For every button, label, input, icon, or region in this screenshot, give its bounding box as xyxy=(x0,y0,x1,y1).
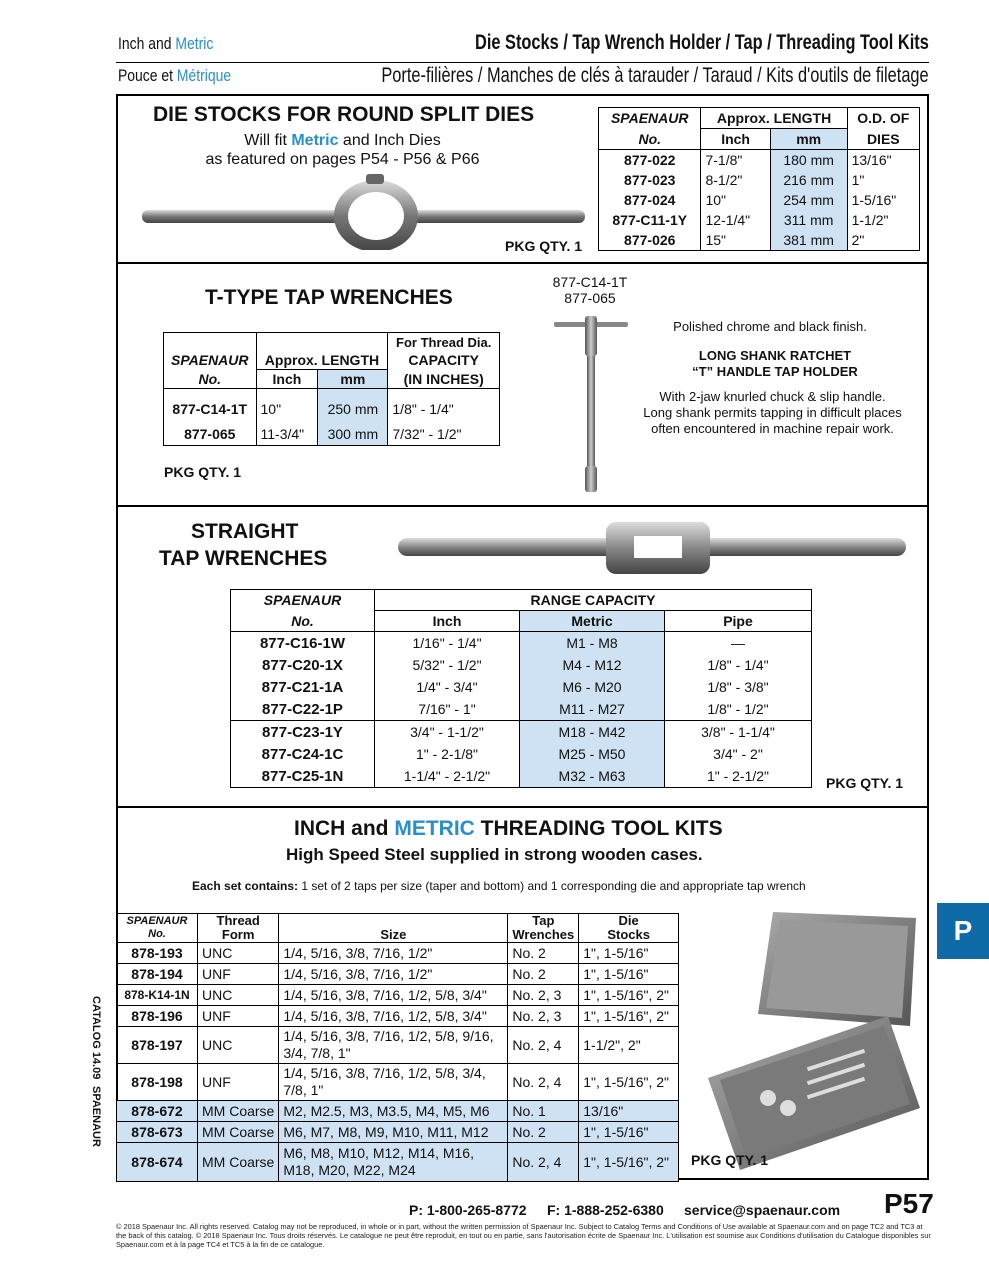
header-metric: Metric xyxy=(175,34,214,53)
cell-no: 877-C14-1T xyxy=(164,389,257,424)
table-row xyxy=(117,1101,679,1122)
straight-h-pipe: Pipe xyxy=(665,611,812,632)
table-row xyxy=(231,721,812,744)
cell-inch: 7/16" - 1" xyxy=(375,698,520,721)
cell-tap: No. 2 xyxy=(508,1122,579,1143)
kits-contents-label: Each set contains: xyxy=(192,879,299,893)
cell-tap: No. 2, 4 xyxy=(508,1064,579,1101)
header-title: Die Stocks / Tap Wrench Holder / Tap / Threading Tool Kits xyxy=(475,31,929,54)
table-row xyxy=(599,210,920,230)
cell-size-line-2: 3/4, 7/8, 1" xyxy=(283,1045,351,1061)
cell-inch: 10" xyxy=(701,190,770,210)
straight-wrench-illustration xyxy=(396,516,908,580)
header-metrique: Métrique xyxy=(176,66,232,85)
cell-tap: No. 2, 4 xyxy=(508,1143,579,1182)
cell-pipe: 3/4" - 2" xyxy=(665,743,812,765)
cell-pipe: 1/8" - 1/4" xyxy=(665,654,812,676)
cell-mm: 311 mm xyxy=(770,210,847,230)
kits-subtitle: High Speed Steel supplied in strong wooden cases. xyxy=(286,845,703,864)
cell-mm: 381 mm xyxy=(770,230,847,251)
cell-form: UNF xyxy=(198,964,279,985)
cell-form: MM Coarse xyxy=(198,1122,279,1143)
kits-h-die-2: Stocks xyxy=(607,927,650,942)
cell-inch: 15" xyxy=(701,230,770,251)
cell-mm: 250 mm xyxy=(318,389,388,424)
straight-pkg-qty: PKG QTY. 1 xyxy=(826,775,904,791)
die-stocks-sub-a: Will fit xyxy=(244,132,292,149)
cell-metric: M18 - M42 xyxy=(520,721,665,744)
cell-die: 1-1/2", 2" xyxy=(579,1027,679,1064)
table-row xyxy=(231,743,812,765)
cell-form: UNC xyxy=(198,1027,279,1064)
cell-size: 1/4, 5/16, 3/8, 7/16, 1/2" xyxy=(279,943,508,964)
kits-title-a: INCH and xyxy=(294,817,395,840)
cell-die: 1", 1-5/16" xyxy=(579,1122,679,1143)
table-row xyxy=(117,943,679,964)
kit-case-illustration xyxy=(688,908,922,1170)
straight-title-1: STRAIGHT xyxy=(191,520,299,543)
cell-inch: 1/4" - 3/4" xyxy=(375,676,520,698)
cell-mm: 254 mm xyxy=(770,190,847,210)
table-row xyxy=(117,1027,679,1064)
die-stocks-h-mm: mm xyxy=(770,129,847,150)
cell-no: 878-194 xyxy=(117,964,198,985)
t-type-h-cap1: For Thread Dia. xyxy=(388,333,500,352)
table-row xyxy=(117,985,679,1006)
cell-no: 878-196 xyxy=(117,1006,198,1027)
table-row xyxy=(231,676,812,698)
cell-inch: 1" - 2-1/8" xyxy=(375,743,520,765)
cell-inch: 7-1/8" xyxy=(701,150,770,171)
cell-die: 13/16" xyxy=(579,1101,679,1122)
cell-size: 1/4, 5/16, 3/8, 7/16, 1/2, 5/8, 3/4" xyxy=(279,985,508,1006)
cell-tap: No. 2 xyxy=(508,964,579,985)
cell-no: 878-198 xyxy=(117,1064,198,1101)
table-row xyxy=(231,654,812,676)
t-type-h-inch: Inch xyxy=(256,370,318,389)
die-stocks-h-no: No. xyxy=(599,129,701,150)
straight-h-range: RANGE CAPACITY xyxy=(375,590,812,611)
cell-die: 1", 1-5/16", 2" xyxy=(579,1006,679,1027)
cell-size: M6, M7, M8, M9, M10, M11, M12 xyxy=(279,1122,508,1143)
cell-size xyxy=(279,1143,508,1182)
footer-phone: P: 1-800-265-8772 xyxy=(409,1202,527,1218)
cell-size-line-2: M18, M20, M22, M24 xyxy=(283,1162,416,1178)
kits-title-metric: METRIC xyxy=(394,817,475,840)
cell-tap: No. 1 xyxy=(508,1101,579,1122)
table-row xyxy=(117,1122,679,1143)
t-type-title: T-TYPE TAP WRENCHES xyxy=(205,286,453,309)
cell-inch: 1-1/4" - 2-1/2" xyxy=(375,765,520,788)
cell-no: 877-024 xyxy=(599,190,701,210)
t-type-h-length: Approx. LENGTH xyxy=(256,351,388,370)
kits-h-size: Size xyxy=(279,914,508,943)
section-divider-3 xyxy=(116,806,929,808)
kits-title xyxy=(294,817,723,841)
t-type-h-mm: mm xyxy=(318,370,388,389)
kits-h-thread xyxy=(198,914,279,943)
cell-no: 877-C11-1Y xyxy=(599,210,701,230)
cell-metric: M11 - M27 xyxy=(520,698,665,721)
cell-size xyxy=(279,1064,508,1101)
die-stocks-sub-pages: as featured on pages P54 - P56 & P66 xyxy=(205,151,480,168)
cell-no: 878-673 xyxy=(117,1122,198,1143)
cell-form: UNF xyxy=(198,1006,279,1027)
straight-h-no: No. xyxy=(231,611,375,632)
die-stocks-pkg-qty: PKG QTY. 1 xyxy=(505,238,583,254)
cell-no: 877-023 xyxy=(599,170,701,190)
cell-inch: 8-1/2" xyxy=(701,170,770,190)
kits-contents-text: 1 set of 2 taps per size (taper and bottom) and 1 corresponding die and appropriate tap wrench xyxy=(298,879,806,893)
catalog-edition: CATALOG 14.09 xyxy=(90,996,102,1080)
table-row xyxy=(599,230,920,251)
die-stocks-h-inch: Inch xyxy=(701,129,770,150)
t-type-ratchet xyxy=(655,348,895,380)
page-number: P57 xyxy=(884,1188,934,1219)
cell-no: 877-C20-1X xyxy=(231,654,375,676)
straight-title-2: TAP WRENCHES xyxy=(159,547,328,570)
kits-pkg-qty: PKG QTY. 1 xyxy=(691,1152,769,1168)
kits-title-c: THREADING TOOL KITS xyxy=(474,817,723,840)
cell-metric: M25 - M50 xyxy=(520,743,665,765)
die-stocks-h-od2: DIES xyxy=(847,129,919,150)
cell-metric: M6 - M20 xyxy=(520,676,665,698)
header-rule xyxy=(116,62,929,63)
cell-tap: No. 2 xyxy=(508,943,579,964)
cell-pipe: 3/8" - 1-1/4" xyxy=(665,721,812,744)
cell-mm: 216 mm xyxy=(770,170,847,190)
cell-no: 877-C24-1C xyxy=(231,743,375,765)
cell-tap: No. 2, 3 xyxy=(508,1006,579,1027)
t-type-desc-3: often encountered in machine repair work. xyxy=(651,421,894,436)
cell-metric: M1 - M8 xyxy=(520,632,665,655)
cell-pipe: 1/8" - 1/2" xyxy=(665,698,812,721)
t-type-h-spaenaur: SPAENAUR xyxy=(164,351,257,370)
kits-h-tap-1: Tap xyxy=(532,913,555,928)
cell-no: 878-672 xyxy=(117,1101,198,1122)
cell-od: 2" xyxy=(847,230,919,251)
cell-form: MM Coarse xyxy=(198,1101,279,1122)
cell-size-line-1: 1/4, 5/16, 3/8, 7/16, 1/2, 5/8, 3/4, xyxy=(283,1065,486,1081)
die-stocks-h-spaenaur: SPAENAUR xyxy=(599,108,701,129)
cell-die: 1", 1-5/16", 2" xyxy=(579,985,679,1006)
cell-tap: No. 2, 4 xyxy=(508,1027,579,1064)
header-inch-and: Inch and xyxy=(118,34,176,53)
t-type-h-cap3: (IN INCHES) xyxy=(388,370,500,389)
cell-size-line-1: M6, M8, M10, M12, M14, M16, xyxy=(283,1145,474,1161)
cell-mm: 180 mm xyxy=(770,150,847,171)
cell-od: 1-1/2" xyxy=(847,210,919,230)
cell-size-line-2: 7/8, 1" xyxy=(283,1082,324,1098)
cell-form: UNC xyxy=(198,943,279,964)
straight-h-metric: Metric xyxy=(520,611,665,632)
cell-capacity: 7/32" - 1/2" xyxy=(388,423,500,446)
t-type-h-no: No. xyxy=(164,370,257,389)
straight-h-inch: Inch xyxy=(375,611,520,632)
cell-mm: 300 mm xyxy=(318,423,388,446)
cell-die: 1", 1-5/16", 2" xyxy=(579,1143,679,1182)
t-type-desc-1: With 2-jaw knurled chuck & slip handle. xyxy=(659,389,886,404)
table-row xyxy=(599,150,920,171)
die-stocks-h-od1: O.D. OF xyxy=(847,108,919,129)
cell-die: 1", 1-5/16" xyxy=(579,964,679,985)
cell-no: 877-C22-1P xyxy=(231,698,375,721)
cell-die: 1", 1-5/16" xyxy=(579,943,679,964)
section-divider-2 xyxy=(116,505,929,507)
cell-capacity: 1/8" - 1/4" xyxy=(388,389,500,424)
cell-inch: 5/32" - 1/2" xyxy=(375,654,520,676)
kits-h-thread-1: Thread xyxy=(216,913,260,928)
cell-no: 877-C16-1W xyxy=(231,632,375,655)
section-tab-p[interactable]: P xyxy=(937,903,989,959)
table-row xyxy=(164,423,500,446)
cell-die: 1", 1-5/16", 2" xyxy=(579,1064,679,1101)
header-pouce-et: Pouce et xyxy=(118,66,177,85)
cell-metric: M32 - M63 xyxy=(520,765,665,788)
t-type-description xyxy=(640,389,905,437)
cell-form: UNC xyxy=(198,985,279,1006)
die-stocks-subtitle xyxy=(170,131,515,169)
cell-od: 13/16" xyxy=(847,150,919,171)
kits-h-die-1: Die xyxy=(618,913,639,928)
die-stocks-table xyxy=(598,107,920,251)
table-row xyxy=(117,1006,679,1027)
straight-h-spaenaur: SPAENAUR xyxy=(231,590,375,611)
header-title-fr: Porte-filières / Manches de clés à tarauder / Taraud / Kits d'outils de filetage xyxy=(381,64,929,87)
t-type-h-cap2: CAPACITY xyxy=(388,351,500,370)
t-type-part-label-1: 877-C14-1T xyxy=(552,274,628,290)
t-type-desc-2: Long shank permits tapping in difficult places xyxy=(643,405,902,420)
t-type-ratchet-1: LONG SHANK RATCHET xyxy=(698,348,852,363)
section-divider-1 xyxy=(116,262,929,264)
t-type-table xyxy=(163,332,500,446)
kits-contents xyxy=(192,879,806,893)
cell-inch: 12-1/4" xyxy=(701,210,770,230)
footer-email[interactable]: service@spaenaur.com xyxy=(684,1202,841,1218)
cell-pipe: 1/8" - 3/8" xyxy=(665,676,812,698)
cell-metric: M4 - M12 xyxy=(520,654,665,676)
cell-no: 877-022 xyxy=(599,150,701,171)
table-row xyxy=(231,765,812,788)
cell-no: 878-193 xyxy=(117,943,198,964)
table-row xyxy=(231,698,812,721)
cell-od: 1" xyxy=(847,170,919,190)
cell-pipe: 1" - 2-1/2" xyxy=(665,765,812,788)
kits-h-thread-2: Form xyxy=(221,927,255,942)
cell-form: UNF xyxy=(198,1064,279,1101)
die-stocks-title: DIE STOCKS FOR ROUND SPLIT DIES xyxy=(153,103,535,126)
header-category-fr xyxy=(118,66,231,86)
kits-h-spaenaur-1: SPAENAUR xyxy=(126,915,188,927)
cell-no: 878-674 xyxy=(117,1143,198,1182)
table-row xyxy=(117,1064,679,1101)
die-stocks-sub-c: and Inch Dies xyxy=(338,132,441,149)
cell-inch: 1/16" - 1/4" xyxy=(375,632,520,655)
cell-no: 877-C21-1A xyxy=(231,676,375,698)
cell-inch: 11-3/4" xyxy=(256,423,318,446)
cell-no: 877-C25-1N xyxy=(231,765,375,788)
t-type-ratchet-2: “T” HANDLE TAP HOLDER xyxy=(692,364,858,379)
kits-h-no: No. xyxy=(148,928,166,940)
kits-h-spaenaur xyxy=(117,914,198,943)
kits-h-die xyxy=(579,914,679,943)
cell-inch: 10" xyxy=(256,389,318,424)
t-handle-illustration xyxy=(552,312,632,494)
t-type-part-label-2: 877-065 xyxy=(564,290,616,306)
die-stocks-h-length: Approx. LENGTH xyxy=(701,108,847,129)
die-stocks-sub-metric: Metric xyxy=(291,132,339,149)
footer-fax: F: 1-888-252-6380 xyxy=(547,1202,664,1218)
cell-tap: No. 2, 3 xyxy=(508,985,579,1006)
cell-pipe: — xyxy=(665,632,812,655)
cell-size: M2, M2.5, M3, M3.5, M4, M5, M6 xyxy=(279,1101,508,1122)
kits-h-tap-2: Wrenches xyxy=(512,927,575,942)
straight-table xyxy=(230,589,812,788)
cell-no: 877-026 xyxy=(599,230,701,251)
cell-size: 1/4, 5/16, 3/8, 7/16, 1/2, 5/8, 3/4" xyxy=(279,1006,508,1027)
cell-form: MM Coarse xyxy=(198,1143,279,1182)
cell-od: 1-5/16" xyxy=(847,190,919,210)
cell-size-line-1: 1/4, 5/16, 3/8, 7/16, 1/2, 5/8, 9/16, xyxy=(283,1028,494,1044)
table-row xyxy=(231,632,812,655)
table-row xyxy=(599,170,920,190)
cell-no: 877-C23-1Y xyxy=(231,721,375,744)
cell-size xyxy=(279,1027,508,1064)
t-type-part-labels xyxy=(540,274,640,306)
cell-size: 1/4, 5/16, 3/8, 7/16, 1/2" xyxy=(279,964,508,985)
cell-no: 877-065 xyxy=(164,423,257,446)
table-row xyxy=(117,964,679,985)
cell-no: 878-197 xyxy=(117,1027,198,1064)
header-category xyxy=(118,34,213,54)
kits-h-tap xyxy=(508,914,579,943)
table-row xyxy=(599,190,920,210)
cell-no: 878-K14-1N xyxy=(117,985,198,1006)
t-type-finish: Polished chrome and black finish. xyxy=(673,319,867,334)
t-type-pkg-qty: PKG QTY. 1 xyxy=(164,464,242,480)
table-row xyxy=(164,389,500,424)
table-row xyxy=(117,1143,679,1182)
brand-vertical: SPAENAUR xyxy=(90,1086,102,1147)
footer-legal: © 2018 Spaenaur Inc. All rights reserved. Catalog may not be reproduced, in whole or in part, without the written permission of Spaenaur Inc. Subject to Catalog Terms and Conditions of Use available at Spaenaur.com and on page TC2 and TC3 at the back of this catalog. © 2018 Spaenaur Inc. Tous droits réservés. Le catalogue ne peut être reproduit, en tout ou en partie, sans l'autorisation écrite de Spaenaur Inc. L'utilisation est soumise aux Conditions d'utilisation du Catalogue disponibles sur Spaenaur.com et à la page TC4 et TC5 à la fin de ce catalogue. xyxy=(116,1222,931,1249)
cell-inch: 3/4" - 1-1/2" xyxy=(375,721,520,744)
kits-table xyxy=(116,913,679,1182)
